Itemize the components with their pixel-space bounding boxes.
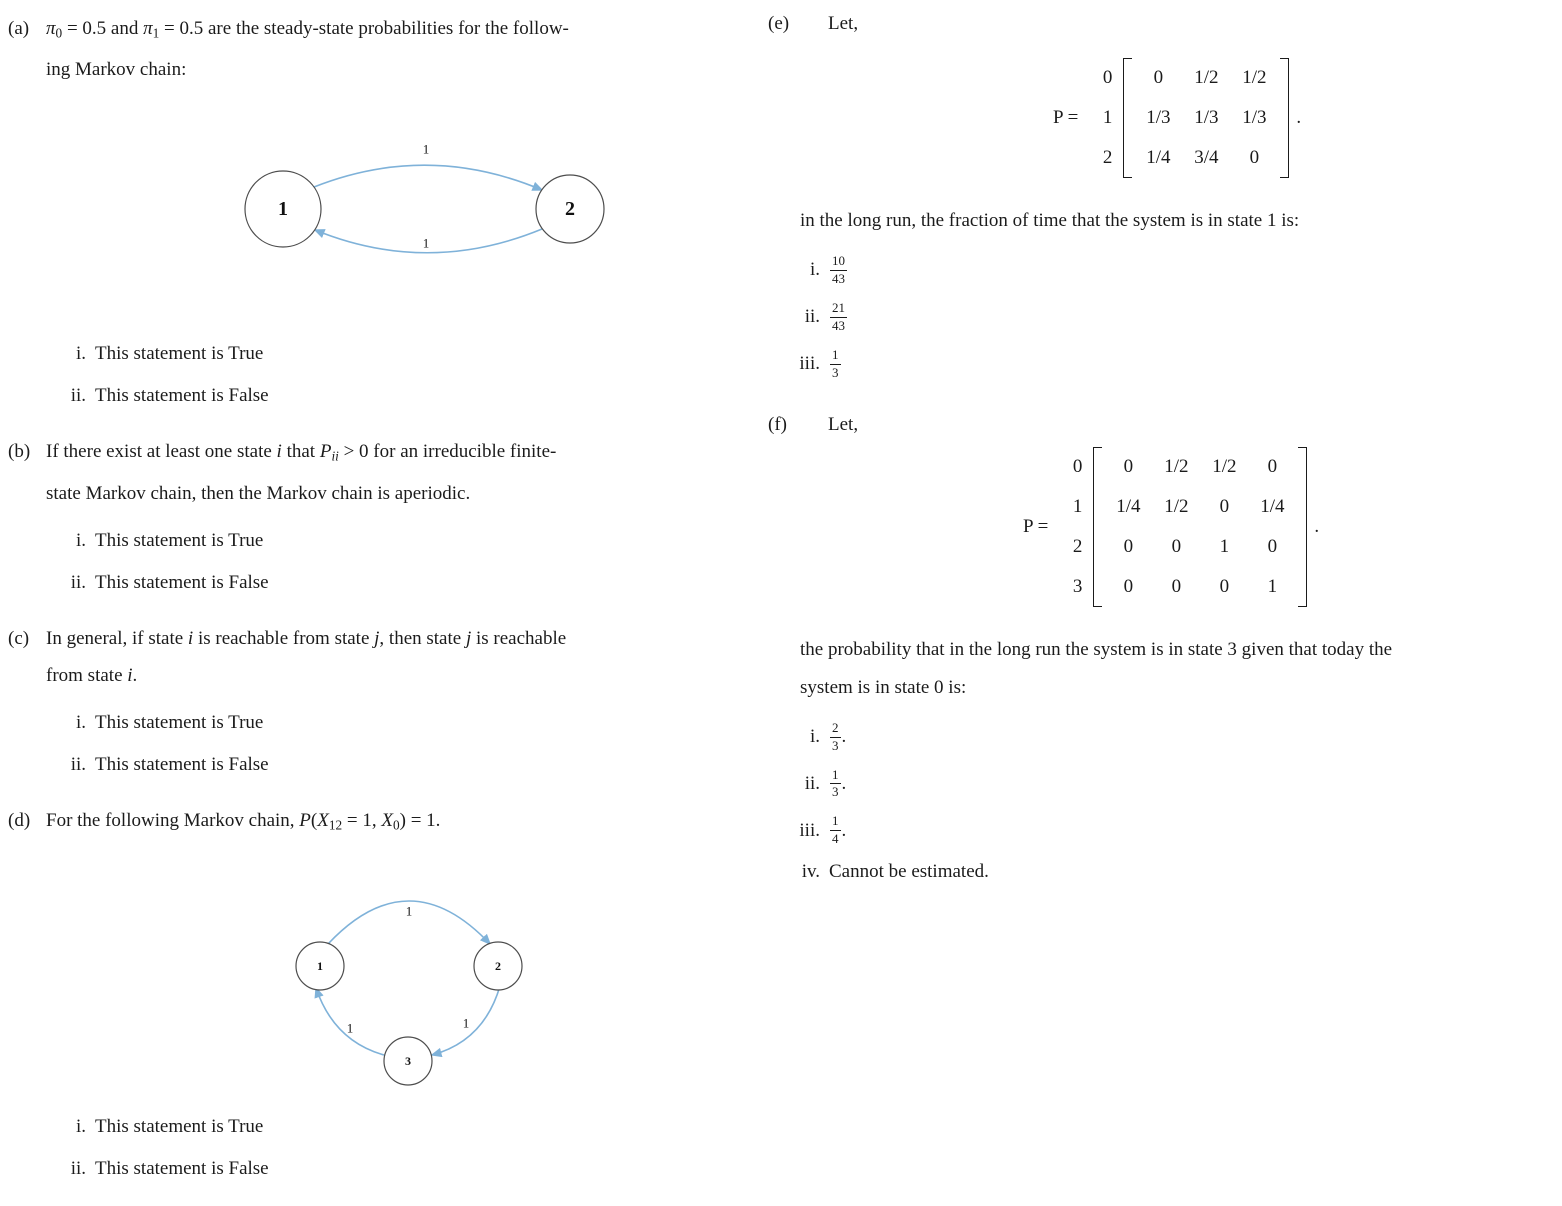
matrix-name: P =	[1023, 515, 1049, 537]
edge-label-bottom: 1	[422, 235, 430, 251]
option-numeral: iii.	[799, 819, 820, 841]
matrix-cell: 0	[1123, 535, 1134, 557]
matrix-period: .	[1314, 515, 1320, 537]
option-numeral: i.	[809, 259, 820, 281]
option-c-ii	[58, 752, 732, 778]
part-d-label: (d)	[8, 809, 31, 831]
edge-label-left: 1	[346, 1020, 354, 1036]
option-numeral: ii.	[70, 385, 86, 407]
matrix-cell: 1/2	[1164, 495, 1189, 517]
matrix-row-label: 0	[1072, 455, 1083, 477]
matrix-cell: 0	[1219, 575, 1230, 597]
part-f	[768, 411, 1558, 884]
option-numeral: ii.	[804, 772, 820, 794]
part-f-label: (f)	[768, 413, 787, 435]
option-suffix: .	[841, 726, 847, 748]
matrix-cells	[1104, 447, 1296, 607]
matrix-row-label: 1	[1102, 107, 1113, 128]
statement-c: In general, if state i is reachable from state j, then state j is reachable from state i.	[46, 627, 567, 686]
option-d-ii	[58, 1156, 732, 1182]
option-numeral: ii.	[70, 571, 86, 593]
state-2-label: 2	[495, 958, 501, 973]
matrix-cell: 1	[1219, 535, 1230, 557]
option-a-i	[58, 341, 732, 367]
option-e-i	[790, 254, 1558, 287]
option-e-iii	[790, 348, 1558, 381]
part-c	[8, 620, 732, 778]
matrix-cell: 1/4	[1260, 495, 1285, 517]
fraction: $\frac{1}{4}$	[832, 813, 839, 847]
matrix-cell: 0	[1153, 67, 1164, 88]
matrix-cell: 0	[1123, 575, 1134, 597]
part-b-label: (b)	[8, 441, 31, 463]
matrix-row-labels	[1090, 58, 1112, 178]
option-numeral: i.	[75, 529, 86, 551]
option-label: This statement is False	[95, 1157, 269, 1179]
matrix-bracket-left	[1123, 58, 1132, 178]
matrix-cell: 1/2	[1212, 455, 1237, 477]
part-e	[768, 10, 1558, 381]
part-e-label: (e)	[768, 13, 790, 34]
matrix-name: P =	[1053, 107, 1079, 128]
option-b-ii	[58, 570, 732, 596]
statement-d: For the following Markov chain, $P(X_{12} = 1$, $X_0) = 1$.	[46, 809, 441, 832]
matrix-cells	[1134, 58, 1278, 178]
option-label: This statement is False	[95, 753, 269, 775]
part-c-label: (c)	[8, 627, 30, 649]
markov-chain-diagram-three-state	[258, 853, 558, 1098]
matrix-cell: 3/4	[1194, 147, 1219, 168]
matrix-cell: 0	[1267, 535, 1278, 557]
option-c-i	[58, 710, 732, 736]
option-numeral: iv.	[801, 861, 820, 883]
option-f-i	[790, 721, 1558, 754]
matrix-bracket-left	[1093, 447, 1102, 607]
matrix-cell: 1/3	[1242, 107, 1267, 128]
option-suffix: .	[841, 819, 847, 841]
option-label: This statement is True	[95, 529, 264, 551]
edge-label-top: 1	[422, 141, 430, 157]
matrix-row-label: 2	[1102, 147, 1113, 168]
matrix-cell: 1/4	[1116, 495, 1141, 517]
question-e: in the long run, the fraction of time that the system is in state 1 is:	[800, 210, 1300, 231]
question-f: the probability that in the long run the system is in state 3 given that today the system is in state 0 is:	[800, 638, 1393, 698]
markov-chain-diagram-two-state	[238, 124, 618, 299]
fraction: $\frac{1}{3}$	[832, 346, 839, 380]
option-numeral: i.	[809, 726, 820, 748]
matrix-row-label: 3	[1072, 575, 1083, 597]
fraction: $\frac{1}{3}$	[832, 766, 839, 800]
state-2-label: 2	[565, 198, 575, 221]
matrix-period: .	[1296, 107, 1302, 128]
part-e-intro: Let,	[828, 13, 859, 34]
statement-b: If there exist at least one state i that $P_{ii} > 0$ for an irreducible finite- state Markov chain, then the Markov chain is aperiodic.	[46, 441, 557, 504]
fraction: $\frac{2}{3}$	[832, 719, 839, 753]
option-numeral: ii.	[70, 1157, 86, 1179]
matrix-row-label: 0	[1102, 67, 1113, 88]
matrix-cell: 1/4	[1146, 147, 1171, 168]
option-label: This statement is True	[95, 343, 264, 365]
matrix-row-label: 1	[1072, 495, 1083, 517]
option-numeral: i.	[75, 1115, 86, 1137]
matrix-cell: 1/2	[1194, 67, 1219, 88]
matrix-cell: 0	[1219, 495, 1230, 517]
option-label: This statement is False	[95, 571, 269, 593]
left-column	[8, 10, 732, 1206]
option-f-iii	[790, 814, 1558, 847]
right-column	[768, 10, 1558, 913]
transition-edge-1-to-2	[314, 166, 542, 191]
option-b-i	[58, 528, 732, 554]
edge-label-top: 1	[405, 903, 413, 919]
option-f-ii	[790, 768, 1558, 801]
part-d	[8, 802, 732, 1182]
option-f-iv	[790, 861, 1558, 883]
matrix-row-labels	[1060, 447, 1082, 607]
matrix-row-label: 2	[1072, 535, 1083, 557]
state-1-label: 1	[278, 198, 288, 221]
matrix-cell: 0	[1123, 455, 1134, 477]
state-1-label: 1	[317, 958, 323, 973]
option-a-ii	[58, 383, 732, 409]
state-3-label: 3	[405, 1053, 411, 1068]
matrix-bracket-right	[1298, 447, 1307, 607]
option-label: Cannot be estimated.	[829, 861, 989, 883]
transition-matrix-f	[1023, 447, 1558, 607]
matrix-cell: 1	[1267, 575, 1278, 597]
option-numeral: i.	[75, 343, 86, 365]
matrix-cell: 0	[1171, 535, 1182, 557]
fraction: $\frac{10}{43}$	[832, 253, 845, 286]
option-numeral: ii.	[804, 306, 820, 328]
option-suffix: .	[841, 772, 847, 794]
fraction: $\frac{21}{43}$	[832, 299, 845, 333]
matrix-bracket-right	[1280, 58, 1289, 178]
matrix-cell: 1/2	[1164, 455, 1189, 477]
matrix-cell: 1/2	[1242, 67, 1267, 88]
option-numeral: i.	[75, 711, 86, 733]
option-numeral: ii.	[70, 753, 86, 775]
statement-a: $\pi_0 = 0.5$ and $\pi_1 = 0.5$ are the steady-state probabilities for the follow- ing Markov chain:	[46, 18, 569, 81]
option-label: This statement is False	[95, 385, 269, 407]
part-a	[8, 10, 732, 409]
matrix-cell: 1/3	[1194, 107, 1219, 128]
option-label: This statement is True	[95, 711, 264, 733]
edge-label-right: 1	[462, 1015, 470, 1031]
matrix-cell: 0	[1171, 575, 1182, 597]
matrix-cell: 1/3	[1146, 107, 1171, 128]
option-e-ii	[790, 301, 1558, 334]
part-b	[8, 433, 732, 595]
part-f-intro: Let,	[828, 413, 859, 435]
matrix-cell: 0	[1267, 455, 1278, 477]
option-label: This statement is True	[95, 1115, 264, 1137]
transition-matrix-e	[1053, 58, 1558, 178]
matrix-cell: 0	[1249, 147, 1260, 168]
option-numeral: iii.	[799, 353, 820, 375]
option-d-i	[58, 1114, 732, 1140]
part-a-label: (a)	[8, 18, 30, 39]
